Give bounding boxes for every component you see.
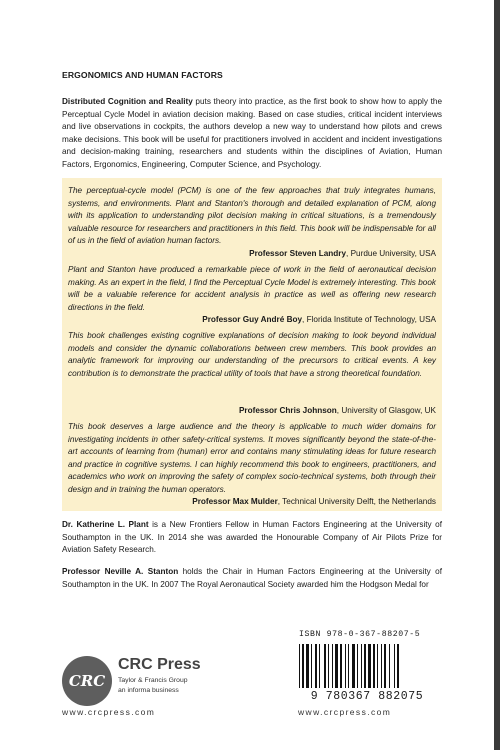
endorsement-quote: This book deserves a large audience and the theory is applicable to much wider domains for investigating incidents in other safety-critical systems. It moves significantly beyond the state-of-the-art accounts of learning from (human) error and contains many stimulating ideas for future research and practice in cognitive systems. I can highly recommend this book to engineers, practitioners, and academics who work on improving the safety of complex socio-technical systems, both through their design and in training the human operators. [68,422,436,494]
book-title: Distributed Cognition and Reality [62,97,193,106]
series-heading: ERGONOMICS AND HUMAN FACTORS [62,70,223,80]
publisher-group: Taylor & Francis Group [118,677,188,684]
endorser-name: Professor Max Mulder [192,497,278,506]
author-bio-text: holds the Chair in Human Factors Engineering at the University of Southampton in the UK. In 2007 The Royal Aeronautical Society awarded him the Hodgson Medal for [62,567,442,589]
endorsement-attribution [202,315,436,324]
endorsement-quote: The perceptual-cycle model (PCM) is one of the few approaches that truly integrates humans, systems, and environments. Plant and Stanton's thorough and detailed explanation of PCM, along with its application to understanding pilot decision making in critical situations, is a tremendously valuable resource for researchers and practitioners in this field. This book will be indispensable for all of us in the field of aviation human factors. [68,186,436,246]
endorser-affiliation: , University of Glasgow, UK [336,406,436,415]
endorsement-quote: This book challenges existing cognitive explanations of decision making to look beyond individual models and consider the dynamic collaborations between crew members. This book provides an analytic framework for improving our understanding of the precursors to critical events. A key contribution is to demonstrate the practical utility of tools that have a strong theoretical foundation. [68,331,436,378]
barcode-icon [293,644,441,694]
publisher-url: www.crcpress.com [62,707,156,717]
spine-edge [494,0,500,750]
author-bio [62,519,442,557]
publisher-tagline: an informa business [118,687,179,694]
endorsements-panel [62,178,442,511]
endorsement-attribution [249,249,436,258]
endorser-name: Professor Steven Landry [249,249,347,258]
publisher-name: CRC Press [118,656,201,673]
author-name: Dr. Katherine L. Plant [62,520,149,529]
endorser-name: Professor Guy André Boy [202,315,303,324]
isbn-label: ISBN 978-0-367-88207-5 [299,630,421,639]
publisher-url-footer: www.crcpress.com [298,707,392,717]
endorser-affiliation: , Technical University Delft, the Netherlands [277,497,436,506]
intro-body: puts theory into practice, as the first book to show how to apply the Perceptual Cycle Model in aviation decision making. Based on case studies, critical incident interviews and live observations in cockpits, the authors develop a new way to understand how pilots and crews make decisions. This book will be useful for practitioners involved in accident and incident investigations and decision-making training, researchers and students within the disciplines of Aviation, Human Factors, Ergonomics, Engineering, Computer Science, and Psychology. [62,97,442,169]
publisher-logo: CRC [62,656,112,706]
endorser-affiliation: , Purdue University, USA [346,249,436,258]
author-bio [62,566,442,591]
isbn-number: 9 780367 882075 [310,690,424,703]
endorsement-quote: Plant and Stanton have produced a remarkable piece of work in the field of aeronautical decision making. As an expert in the field, I find the Perceptual Cycle Model is extremely interesting. This book will be a valuable reference for accident analysis in practice as well as offering new research directions in the field. [68,265,436,312]
endorser-name: Professor Chris Johnson [238,406,337,415]
intro-paragraph [62,96,442,172]
endorsement-attribution [239,406,436,415]
author-name: Professor Neville A. Stanton [62,567,179,576]
endorsement-attribution [192,497,436,506]
endorser-affiliation: , Florida Institute of Technology, USA [302,315,436,324]
author-bio-text: is a New Frontiers Fellow in Human Factors Engineering at the University of Southampton in the UK. In 2014 she was awarded the Honourable Company of Air Pilots Prize for Aviation Safety Research. [62,520,442,555]
